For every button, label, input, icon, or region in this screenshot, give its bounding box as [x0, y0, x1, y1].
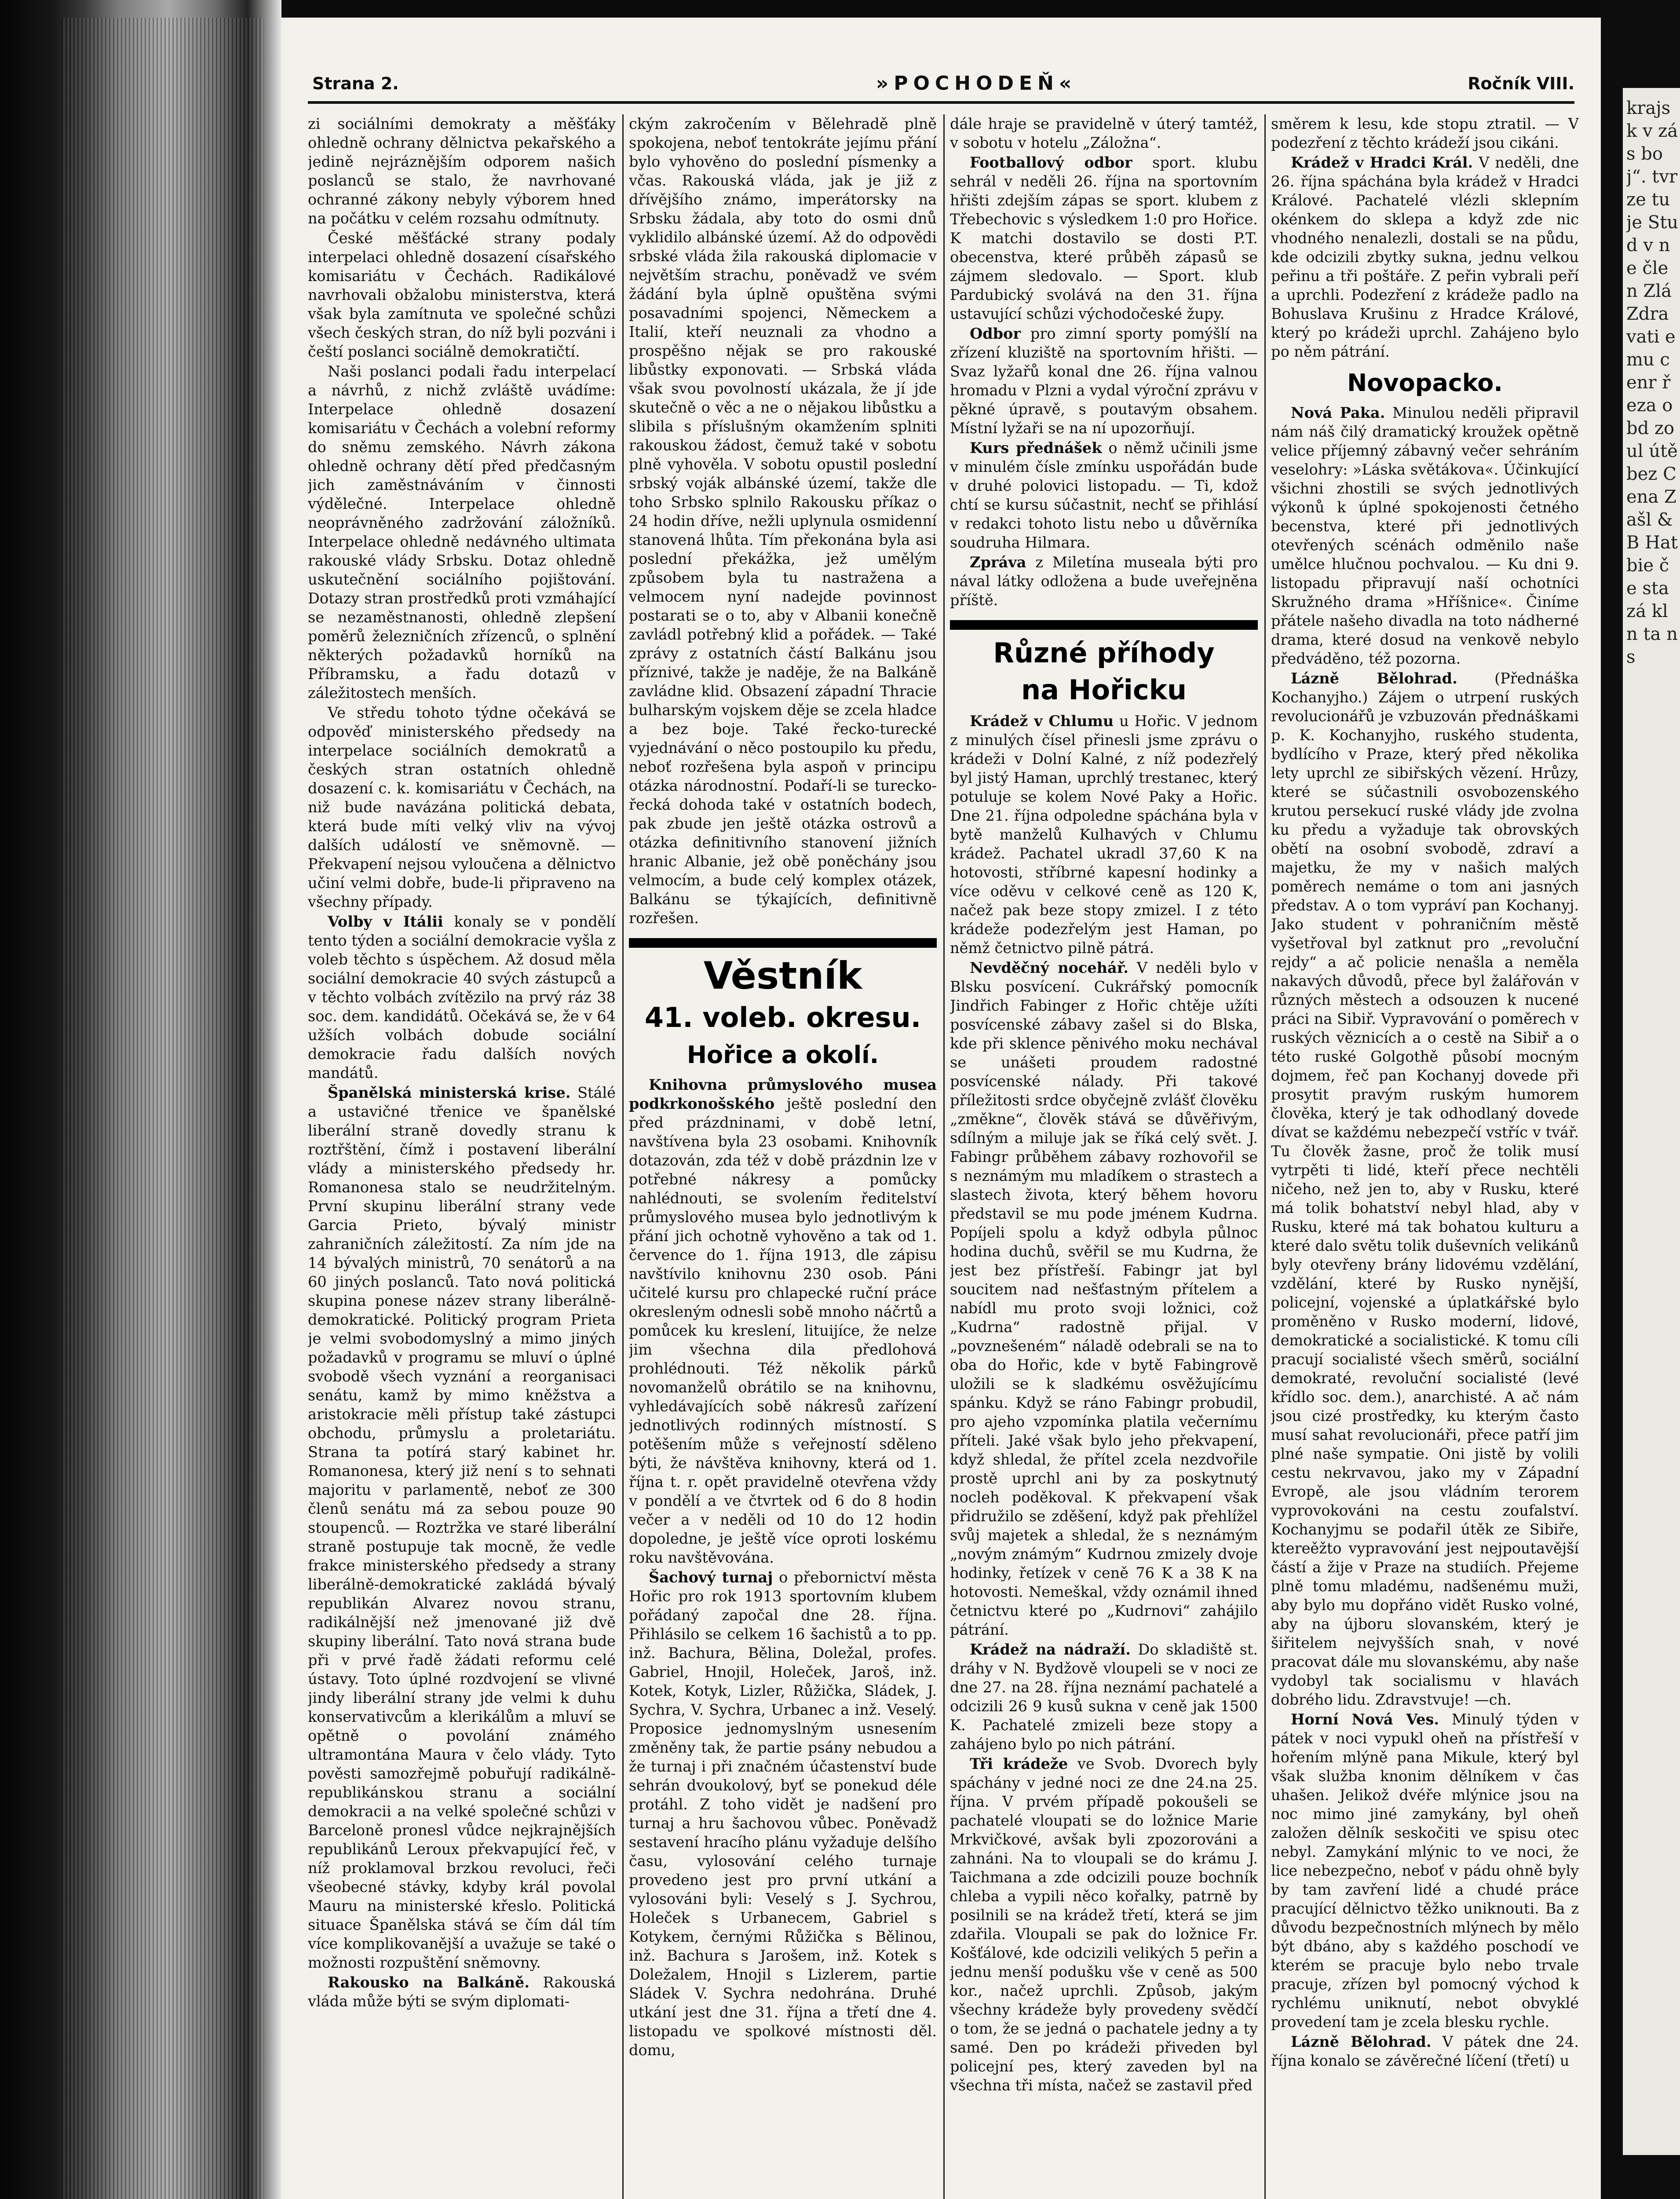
- article-body: o němž učinili jsme v minulém čísle zmínku uspořádán bude v druhé polovici listopadu. — Ti, kdož chtí se kursu súčastnit, nechť se přihlásí v redakci tohoto listu nebo u důvěrníka soudruha Hilmara.: [950, 439, 1258, 551]
- article-body: V pátek dne 24. října konalo se závěrečné líčení (třetí) u: [1271, 2033, 1579, 2069]
- article-lead: Krádež na nádraží.: [970, 1641, 1131, 1658]
- article-body: konaly se v pondělí tento týden a sociální demokracie vyšla z voleb těchto s úspěchem. Až dosud měla sociální demokracie 40 svých zástupců a v těchto volbách zvítězilo na prvý ráz 38 soc. dem. kandidátů. Očekává se, že v 64 užších volbách dobude sociální demokracie řadu dalších nových mandátů.: [308, 913, 616, 1081]
- article-austria-balkans: [308, 1973, 616, 2011]
- article-body: Rakouská vláda může býti se svým diplomati-: [308, 1974, 616, 2010]
- masthead-title: »POCHODEŇ«: [876, 72, 1077, 95]
- article-body: sport. klubu sehrál v neděli 26. října na sportovním hřišti zdejším zápas se sport. klubem z Třebechovic s výsledkem 1:0 pro Hořice. K matchi dostavilo se dosti P.T. obecenstva, které průběh zápasů se zájmem sledovalo. — Sport. klub Pardubický svolává na den 31. října ustavující schůzi východočeské župy.: [950, 154, 1258, 322]
- article-body: ve Svob. Dvorech byly spáchány v jedné noci ze dne 24.na 25. října. V prvém případě pokoušeli se pachatelé vloupati se do ložnice Marie Mrkvičkové, avšak byli zpozorováni a zahnáni. Na to vloupali se do krámu J. Taichmana a zde odcizili pouze bochník chleba a vypili něco kořalky, patrně by posilnili se na krádež třetí, která se jim zdařila. Vloupali se pak do ložnice Fr. Košťálové, kde odcizili velikých 5 peřin a jednu menší podušku vše v ceně as 500 kor., načež uprchli. Způsob, jakým všechny krádeže byly provedeny svědčí o tom, že se jedná o pachatele jedny a ty samé. Den po krádeži přiveden byl policejní pes, který zaveden byl na všechna tři místa, načež se zastavil před: [950, 1755, 1258, 2094]
- article-lecture-course: [950, 438, 1258, 552]
- paragraph: České měšťácké strany podaly interpelaci ohledně dosazení císařského komisariátu v Čechách. Radikálové navrhovali obžalobu ministerstva, která však byla zamítnuta ve společné schůzi všech českých stran, do níž byli pozváni i čeští poslanci sociálně demokratičtí.: [308, 230, 616, 360]
- article-body: ještě poslední den před prázdninami, v době letní, navštívena byla 23 osobami. Knihovník dotazován, zda též v době prázdnin lze v potřebné nákresy a pomůcky nahlédnouti, se svolením ředitelství průmyslového musea bylo jednotlivým k přání jich ochotně vyhověno a tak od 1. července do 1. října 1913, dle zápisu navštívilo knihovnu 230 osob. Páni učitelé kursu pro chlapecké ruční práce okresleným odnesli sobě mnoho náčrtů a pomůcek ku kreslení, lituijíce, že nelze jim všechna dila předlohová prohlédnouti. Též několik párků novomanželů obrátilo se na knihovnu, vyhledávajících sobě nákresů zařízení jednotlivých rodinných místností. S potěšením může s veřejností sděleno býti, že návštěva knihovny, která od 1. října t. r. opět pravidelně otevřena vždy v pondělí a ve čtvrtek od 6 do 8 hodin večer a v neděli od 10 do 12 hodin dopoledne, je ještě více oproti loskému roku navštěvována.: [629, 1095, 937, 1566]
- article-miletin-note: [950, 553, 1258, 610]
- article-lead: Lázně Bělohrad.: [1291, 670, 1457, 687]
- article-chlum-theft: [950, 712, 1258, 957]
- section-title: Věstník: [703, 954, 862, 998]
- column-4: [1271, 114, 1579, 2199]
- article-lead: Footballový odbor: [970, 154, 1132, 171]
- article-body: Minulou neděli připravil nám náš čilý dramatický kroužek opětně velice příjemný zábavný večer sehráním veselohry: »Láska světákova«. Účinkující všichni zhostili se svých jednotlivých výkonů k úplné spokojenosti četného becenstva, které při jednotlivých otevřených scénách odměnilo naše umělce hlučnou pochvalou. — Ku dni 9. listopadu připravují naší ochotníci Skružného drama »Hříšnice«. Činíme přátele našeho divadla na toto nádherné drama, které dosud na venkově nebylo předváděno, též pozorna.: [1271, 404, 1579, 667]
- article-lead: Tři krádeže: [970, 1755, 1068, 1772]
- article-body: Stálé a ustavičné třenice ve španělské liberální straně dovedly stranu k roztřštění, čímž i postavení liberální vlády a ministerského předsedy hr. Romanonesa stalo se neudržitelným. První skupinu liberální strany vede Garcia Prieto, bývalý ministr zahraničních záležitostí. Za ním jde na 14 bývalých ministrů, 70 senátorů a na 60 jiných poslanců. Tato nová politická skupina ponese název strany liberálně-demokratické. Politický program Prieta je velmi svobodomyslný a mimo jiných požadavků v programu se mluví o úplné svobodě všech vyznání a reorganisaci senátu, kamž by mimo kněžstva a aristokracie měli přístup také zástupci obchodu, průmyslu a proletariátu. Strana ta potírá starý kabinet hr. Romanonesa, který již není s to sehnati majoritu v parlamentě, neboť ze 300 členů senátu má za sebou pouze 90 stoupenců. — Roztržka ve staré liberální straně postupuje tak mocně, že vedle frakce ministerského předsedy a strany liberálně-demokratické zakládá bývalý republikán Alvarez novou stranu, radikálnější než jmenované již dvě skupiny liberální. Tato nová strana bude při v prvé řadě žádati reformu celé ústavy. Toto úplné rozdvojení se vlivné jindy liberální strany jde velmi k duhu konservativcům a klerikálům a mluví se opětně o povolání známého ultramontána Maura v čelo vlády. Tyto pověsti samozřejmě pobuřují radikálně-republikánskou stranu a sociální demokracii a na velké společné schůzi v Barceloně pronesl vůdce nejkrajnějších republikánů Leroux překvapující řeč, v níž proklamoval brzkou revoluci, řeči všeobecné stávky, kdyby král povolal Mauru na ministerské křeslo. Politická situace Španělska stává se čím dál tím více komplikovanější a uvažuje se také o možnosti rozpuštění sněmovny.: [308, 1084, 616, 1971]
- section-heading: Hořice a okolí.: [687, 1041, 879, 1069]
- article-lead: Volby v Itálii: [328, 913, 443, 930]
- article-spanish-crisis: [308, 1083, 616, 1972]
- article-lazne-belohrad-trial: [1271, 2032, 1579, 2070]
- adjacent-page-text: krajsk v zás boj“. tvrze tu je Stud v ne člen Zlá Zdra vati emu cenr řeza obd zoul útě bez Cena Zašl & B Hat bie če sta zá kl n ta n s: [1626, 98, 1679, 667]
- book-binding: [0, 0, 281, 2199]
- article-lead: Nová Paka.: [1291, 404, 1385, 421]
- article-station-theft: [950, 1640, 1258, 1753]
- article-lead: Kurs přednášek: [970, 439, 1102, 457]
- article-lead: Nevděčný nocehář.: [970, 959, 1129, 976]
- paragraph: zi sociálními demokraty a měšťáky ohledně ochrany dělnictva pekařského a jedině nejráznějším odporem našich poslanců se stalo, že navrhované ochranné zákony nebyly výborem hned na počátku v celém rozsahu odmítnuty.: [308, 115, 616, 227]
- article-lead: Krádež v Hradci Král.: [1291, 154, 1473, 171]
- article-body: o přebornictví města Hořic pro rok 1913 sportovním klubem pořádaný započal dne 28. října. Přihlásilo se celkem 16 šachistů a to pp. inž. Bachura, Bělina, Doležal, profes. Gabriel, Hnojil, Holeček, Jaroš, inž. Kotek, Kotyk, Lizler, Růžička, Sládek, J. Sychra, V. Sychra, Urbanec a inž. Veselý. Proposice jednomyslným usnesením změněny tak, že partie psány nebudou a že turnaj i při značném účastenství bude sehrán dvoukolový, byť se ponekud déle protáhl. Z toho vidět je nadšení pro turnaj a hru šachovou vůbec. Poněvadž sestavení hracího plánu vyžaduje delšího času, vylosování celého turnaje provedeno jest pro první utkání a vylosováni byli: Veselý s J. Sychrou, Holeček s Urbanecem, Gabriel s Kotykem, černými Růžička s Bělinou, inž. Bachura s Jarošem, inž. Kotek s Doležalem, Hnojil s Lizlerem, partie Sládek V. Sychra nedohrána. Druhé utkání jest dne 31. října a třetí dne 4. listopadu ve spolkové místnosti děl. domu,: [629, 1569, 937, 2059]
- article-chess-tournament: [629, 1568, 937, 2060]
- article-body: u Hořic. V jednom z minulých čísel přinesli jsme zprávu o krádeži v Dolní Kalné, z níž podezřelý byl jistý Haman, uprchlý trestanec, který potuluje se kolem Nové Paky a Hořic. Dne 21. října odpoledne spáchána byla v bytě manželů Kulhavých v Chlumu krádež. Pachatel ukradl 37,60 K na hotovosti, stříbrné kapesní hodinky a více oděvu v celkové ceně as 120 K, načež pak beze stopy zmizel. I z této krádeže podezřelým jest Haman, po němž četnictvo pilně pátrá.: [950, 712, 1258, 957]
- article-ungrateful-guest: [950, 958, 1258, 1639]
- article-horni-nova-ves: [1271, 1710, 1579, 2031]
- article-lead: Zpráva: [970, 554, 1026, 571]
- article-body: (Přednáška Kochanyjho.) Zájem o utrpení ruských revolucionářů je vzbuzován přednáškami p. K. Kochanyjho, ruského studenta, bydlícího v Praze, který před několika lety uprchl ze sibiřských vězení. Hrůzy, které se súčastnili osvobozenského krutou persekucí ruské vlády jde zvolna ku předu a vyžaduje tak obrovských obětí na osobní svobodě, zdraví a majetku, že my v našich malých poměrech nemáme o tom ani jasných představ. A o tom vypráví pan Kochanyj. Jako student v pohraničním městě vyšetřoval byl zatknut pro „revoluční rejdy“ a ač policie nenašla a neměla nakavých důvodů, přece byl žalářován v různých městech a odsouzen k nucené práci na Sibiř. Vypravování o poměrech v ruských věznicích a o cestě na Sibiř a o této ruské Golgothě působí mocným dojmem, řeč pan Kochanyj dovede při prosytit pravým ruským humorem člověka, který je tak odhodlaný dovede dívat se každému nebezpečí vstříc v tvář. Tu člověk žasne, proč že tolik musí vytrpěti ti lidé, kteří přece nechtěli ničeho, než jen to, aby v Rusku, které má tolik bohatství nebyl hlad, aby v Rusku, které má tak bohatou kulturu a které dalo světu tolik duševních velikánů byly otevřeny brány lidovému vzdělání, vzdělání, které by Rusko nynější, policejní, vojenské a úplatkářské bylo proměněno v Rusko moderní, lidové, demokratické a socialistické. K tomu cíli pracují socialisté všech směrů, sociální demokraté, revoluční socialisté (levé křídlo soc. dem.), anarchisté. A ač nám jsou cizé prostředky, ku kterým často musí sahat revolucionáři, přece patří jim plné naše sympatie. Oni jistě by volili cestu nekrvavou, jako my v Západní Evropě, ale jsou vládním terorem vyprovokováni na cestu zoufalství. Kochanyjmu se podařil útěk ze Sibiře, ktereěžto vypravování jest nejpoutavější částí a žije v Praze na studiích. Přejeme plně tomu mladému, nadšenému muži, aby bylo mu dopřáno vidět Rusko volné, aby na újboru slovanském, který je šiřitelem nejvyšších snah, v nové pracovat dále mu slovanskému, aby naše vydobyl tak socialismu v hlavách dobrého lidu. Zdravstvuje! —ch.: [1271, 670, 1579, 1708]
- section-bar: [629, 938, 937, 948]
- paragraph: Ve středu tohoto týdne očekává se odpověď ministerského předsedy na interpelace sociálních demokratů a českých stran ostatních ohledně dosazení c. k. komisariátu v Čechách, na niž bude navázána politická debata, která bude míti velký vliv na vývoj dalších událostí ve sněmovně. — Překvapení nejsou vyloučena a dělnictvo učiní velmi dobře, bude-li připraveno na všechny případy.: [308, 704, 616, 910]
- column-divider: [943, 114, 945, 2199]
- paragraph: směrem k lesu, kde stopu ztratil. — V podezření z těchto krádeží jsou cikáni.: [1271, 115, 1579, 151]
- article-lead: Španělská ministerská krise.: [328, 1084, 571, 1101]
- paragraph: Naši poslanci podali řadu interpelací a návrhů, z nichž zvláště uvádíme: Interpelace ohledně dosazení komisariátu v Čechách a volební reformy do sněmu zemského. Návrh zákona ohledně ochrany dětí před předčasným jich zaměstnáváním v činnosti výdělečné. Interpelace ohledně neoprávněného zadržování záložníků. Interpelace ohledně nedávného ultimata rakouské vlády Srbsku. Dotaz ohledně uskutečnění sociálního pojištování. Dotazy stran prostředků proti vzmáhající se nezaměstnanosti, ohledně zlepšení poměrů železničních zřízenců, o splnění některých požadavků horníků na Příbramsku, a řadu dotazů v záležitostech menších.: [308, 363, 616, 701]
- page-number: Strana 2.: [312, 74, 399, 93]
- article-body: pro zimní sporty pomýšlí na zřízení kluziště na sportovním hřišti. — Svaz lyžařů konal dne 26. října valnou hromadu v Plzni a vydal výroční zprávu v pěkné úpravě, s poutavým obsahem. Místní lyžaři se na ní upozorňují.: [950, 325, 1258, 437]
- article-museum-library: [629, 1075, 937, 1567]
- article-nova-paka: [1271, 403, 1579, 668]
- article-hradec-theft: [1271, 153, 1579, 361]
- article-lead: Knihovna průmyslového musea podkrkonošského: [629, 1076, 937, 1112]
- article-winter-sports: [950, 324, 1258, 438]
- newspaper-page: [281, 18, 1601, 2199]
- column-3: [950, 114, 1258, 2199]
- volume-label: Ročník VIII.: [1468, 74, 1574, 93]
- section-bar: [950, 620, 1258, 630]
- article-body: V neděli, dne 26. října spáchána byla krádež v Hradci Králové. Pachatelé vlézli sklepním okénkem do sklepa a když zde nic vhodného nenalezli, dostali se na půdu, kde odcizili zbytky sukna, jednu velkou peřinu a tři poštáře. Z peřin vybrali peří a uprchli. Podezření z krádeže padlo na Bohuslava Krušinu z Hradce Králové, který po krádeži uprchl. Zahájeno bylo po něm pátrání.: [1271, 154, 1579, 360]
- article-football: [950, 153, 1258, 323]
- binding-page-edges: [62, 18, 264, 2199]
- article-lead: Odbor: [970, 325, 1021, 342]
- column-2: [629, 114, 937, 2199]
- section-subtitle: na Hořicku: [1021, 674, 1187, 706]
- paragraph: dále hraje se pravidelně v úterý tamtéž, v sobotu v hotelu „Záložna“.: [950, 115, 1258, 151]
- section-subtitle: 41. voleb. okresu.: [644, 1001, 921, 1034]
- paragraph: ckým zakročením v Bělehradě plně spokojena, neboť tentokráte jejímu přání bylo vyhověno do poslední písmenky a včas. Rakouská vláda, jak je již z dřívějšího známo, imperátorsky na Srbsku žádala, aby toto do osmi dnů vyklidilo albánské území. Až do odpovědi srbské vláda žila rakouská diplomacie v největším strachu, poněvadž ve svém žádání byla úplně opuštěna svými posavadními spojenci, Německem a Italií, kteří neuznali za vhodno a prospěšno nějak se pro rakouské libůstky exponovati. — Srbská vláda však svou povolností ukázala, že jí jde skutečně o věc a ne o nějakou libůstku a slibila s příslušným okamžením splniti rakouskou žádost, čemuž také v sobotu plně vyhověla. V sobotu opustil poslední srbský voják albánské území, takže dle toho Srbsko splnilo Rakousku příkaz o 24 hodin dříve, nežli uplynula osmidenní stanovená lhůta. Tím překonána byla asi poslední překážka, jež umělým způsobem byla tu nastražena a velmocem nyní nadejde povinnost postarati se o to, aby v Albanii konečně zavládl potřebný klid a pořádek. — Také zprávy z ostatních částí Balkánu jsou příznivé, takže je naděje, že na Balkáně zavládne klid. Obsazení západní Thracie bulharským vojskem děje se zcela hladce a bez boje. Také řecko-turecké vyjednávání o něco postoupilo ku předu, neboť rozřešena byla aspoň v principu otázka národnostní. Podaří-li se turecko-řecká dohoda také v ostatních bodech, pak zbude jen ještě otázka ostrovů a otázka definitivního stanovení jižních hranic Albanie, jež obě poněchány jsou velmocím, a bude celý komplex otázek, Balkánu se týkajících, definitivně rozřešen.: [629, 115, 937, 927]
- column-divider: [622, 114, 624, 2199]
- article-lazne-belohrad-lecture: [1271, 669, 1579, 1709]
- header-rule: [308, 101, 1574, 104]
- article-lead: Krádež v Chlumu: [970, 712, 1114, 730]
- column-divider: [1264, 114, 1266, 2199]
- column-1: [308, 114, 616, 2199]
- article-lead: Lázně Bělohrad.: [1291, 2033, 1432, 2050]
- article-three-thefts: [950, 1754, 1258, 2095]
- article-body: z Miletína museala býti pro nával látky odložena a bude uveřejněna příště.: [950, 554, 1258, 609]
- section-title: Různé příhody: [993, 637, 1215, 669]
- article-italy-elections: [308, 912, 616, 1082]
- adjacent-page-fragment: [1623, 88, 1680, 2155]
- article-lead: Rakousko na Balkáně.: [328, 1974, 530, 1991]
- article-lead: Horní Nová Ves.: [1291, 1711, 1439, 1728]
- article-body: Minulý týden v pátek v noci vypukl oheň na přístřeší v hořením mlýně pana Mikule, který byl však služba knonim dělníkem v čas uhašen. Jelikož dvéře mlýnice jsou na noc mimo jiné zamykány, byl oheň založen dělník seskočiti ve spisu otec nebyl. Zamykání mlýnic to ve noci, že lice nebezpečno, neboť v pádu ohně byly by tam zavření lidé a chudé práce pracující dělnictvo těžko uniknouti. Ba z důvodu bezpečnostních mlýnech by mělo být dbáno, aby s každého poschodí ve kterém se pracuje bylo nebo trvale pracuje, zřízen byl pomocný východ k rychlému uniknutí, nebot obvyklé provedení tam je zcela blesku rychle.: [1271, 1711, 1579, 2031]
- article-body: V neděli bylo v Blsku posvícení. Cukrářský pomocník Jindřich Fabinger z Hořic chtěje užíti posvícenské zábavy zašel si do Blska, kde při sklence pěnivého moku nechával se unášeti proudem radostné posvícenské nálady. Při takové příležitosti srdce obyčejně zvlášť člověku „změkne“, člověk stává se důvěřivým, sdílným a miluje jak se říká celý svět. J. Fabingr průběhem zábavy rozhovořil se s neznámým mu mladíkem o strastech a slastech života, který během hovoru představil se mu pode jménem Kudrna. Popíjeli spolu a když odbyla půlnoc hodina duchů, svěřil se mu Kudrna, že jest bez přístřeší. Fabingr jat byl soucitem nad nešťastným přítelem a nabídl mu proto svoji ložnici, což „Kudrna“ radostně přijal. V „povznešeném“ náladě odebrali se na to oba do Hořic, kde v bytě Fabingrově uložili se k sladkému osvěžujícímu spánku. Když se ráno Fabingr probudil, pro ajeho vzpomínka platila večernímu příteli. Jaké však bylo jeho překvapení, když shledal, že přítel zcela nezdvořile prostě uprchl ani by za poskytnutý nocleh poděkoval. K překvapení však přidružilo se zděšení, když pak přehlížel svůj majetek a shledal, že s neznámým „novým známým“ Kudrnou zmizely dvoje hodinky, řetízek v ceně 76 K a 38 K na hotovosti. Nemeškal, vždy oznámil ihned četnictvu které po „Kudrnovi“ zahájilo pátrání.: [950, 959, 1258, 1638]
- adjacent-page-edge: [1601, 0, 1680, 2199]
- article-lead: Šachový turnaj: [649, 1569, 773, 1586]
- section-heading: Novopacko.: [1347, 369, 1503, 397]
- article-body: Do skladiště st. dráhy v N. Bydžově vloupeli se v noci ze dne 27. na 28. října neznámí pachatelé a odcizili 26 9 kusů sukna v ceně jak 1500 K. Pachatelé zmizeli beze stopy a zahájeno bylo po nich pátrání.: [950, 1641, 1258, 1753]
